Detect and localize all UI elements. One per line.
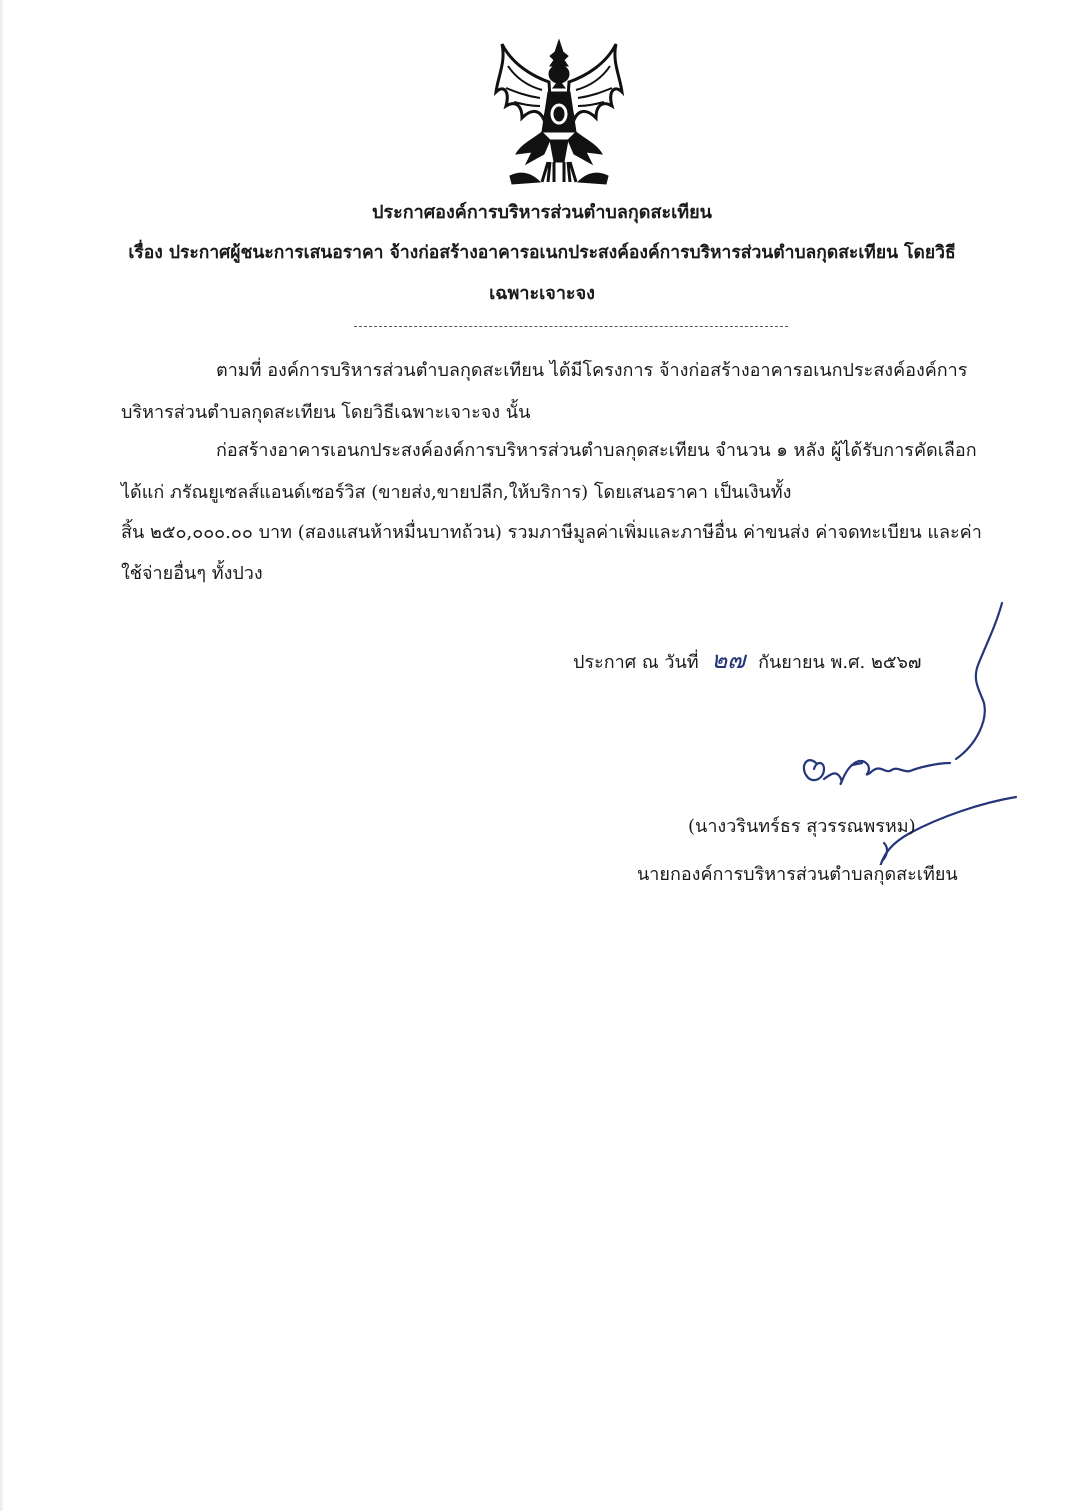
paragraph-1-line-2: บริหารส่วนตำบลกุดสะเทียน โดยวิธีเฉพาะเจาะจง นั้น bbox=[121, 402, 531, 423]
signatory-position: นายกองค์การบริหารส่วนตำบลกุดสะเทียน bbox=[637, 864, 958, 885]
date-prefix: ประกาศ ณ วันที่ bbox=[573, 652, 699, 673]
paragraph-2-line-3: สิ้น ๒๕๐,๐๐๐.๐๐ บาท (สองแสนห้าหมื่นบาทถ้วน) รวมภาษีมูลค่าเพิ่มและภาษีอื่น ค่าขนส่ง ค่าจดทะเบียน และค่า bbox=[121, 522, 982, 543]
signatory-name: (นางวรินทร์ธร สุวรรณพรหม) bbox=[688, 816, 916, 837]
handwritten-day: ๒๗ bbox=[711, 646, 746, 674]
paragraph-1-line-1: ตามที่ องค์การบริหารส่วนตำบลกุดสะเทียน ได้มีโครงการ จ้างก่อสร้างอาคารอเนกประสงค์องค์การ bbox=[216, 360, 968, 381]
scan-edge-shadow bbox=[0, 0, 4, 1511]
section-divider bbox=[354, 326, 788, 327]
announcement-subject-continued: เฉพาะเจาะจง bbox=[489, 283, 595, 304]
garuda-emblem-icon bbox=[492, 36, 627, 188]
date-month-year: กันยายน พ.ศ. ๒๕๖๗ bbox=[758, 652, 922, 673]
paragraph-2-line-4: ใช้จ่ายอื่นๆ ทั้งปวง bbox=[121, 563, 263, 584]
paragraph-2-line-2: ได้แก่ ภรัณยูเซลส์แอนด์เซอร์วิส (ขายส่ง,ขายปลีก,ให้บริการ) โดยเสนอราคา เป็นเงินทั้ง bbox=[121, 482, 792, 503]
announcement-subject: เรื่อง ประกาศผู้ชนะการเสนอราคา จ้างก่อสร้างอาคารอเนกประสงค์องค์การบริหารส่วนตำบลกุดสะเทียน โดยวิธี bbox=[128, 243, 956, 263]
paragraph-2-line-1: ก่อสร้างอาคารเอนกประสงค์องค์การบริหารส่วนตำบลกุดสะเทียน จำนวน ๑ หลัง ผู้ได้รับการคัดเลือก bbox=[216, 440, 977, 461]
announcement-title: ประกาศองค์การบริหารส่วนตำบลกุดสะเทียน bbox=[371, 202, 712, 223]
